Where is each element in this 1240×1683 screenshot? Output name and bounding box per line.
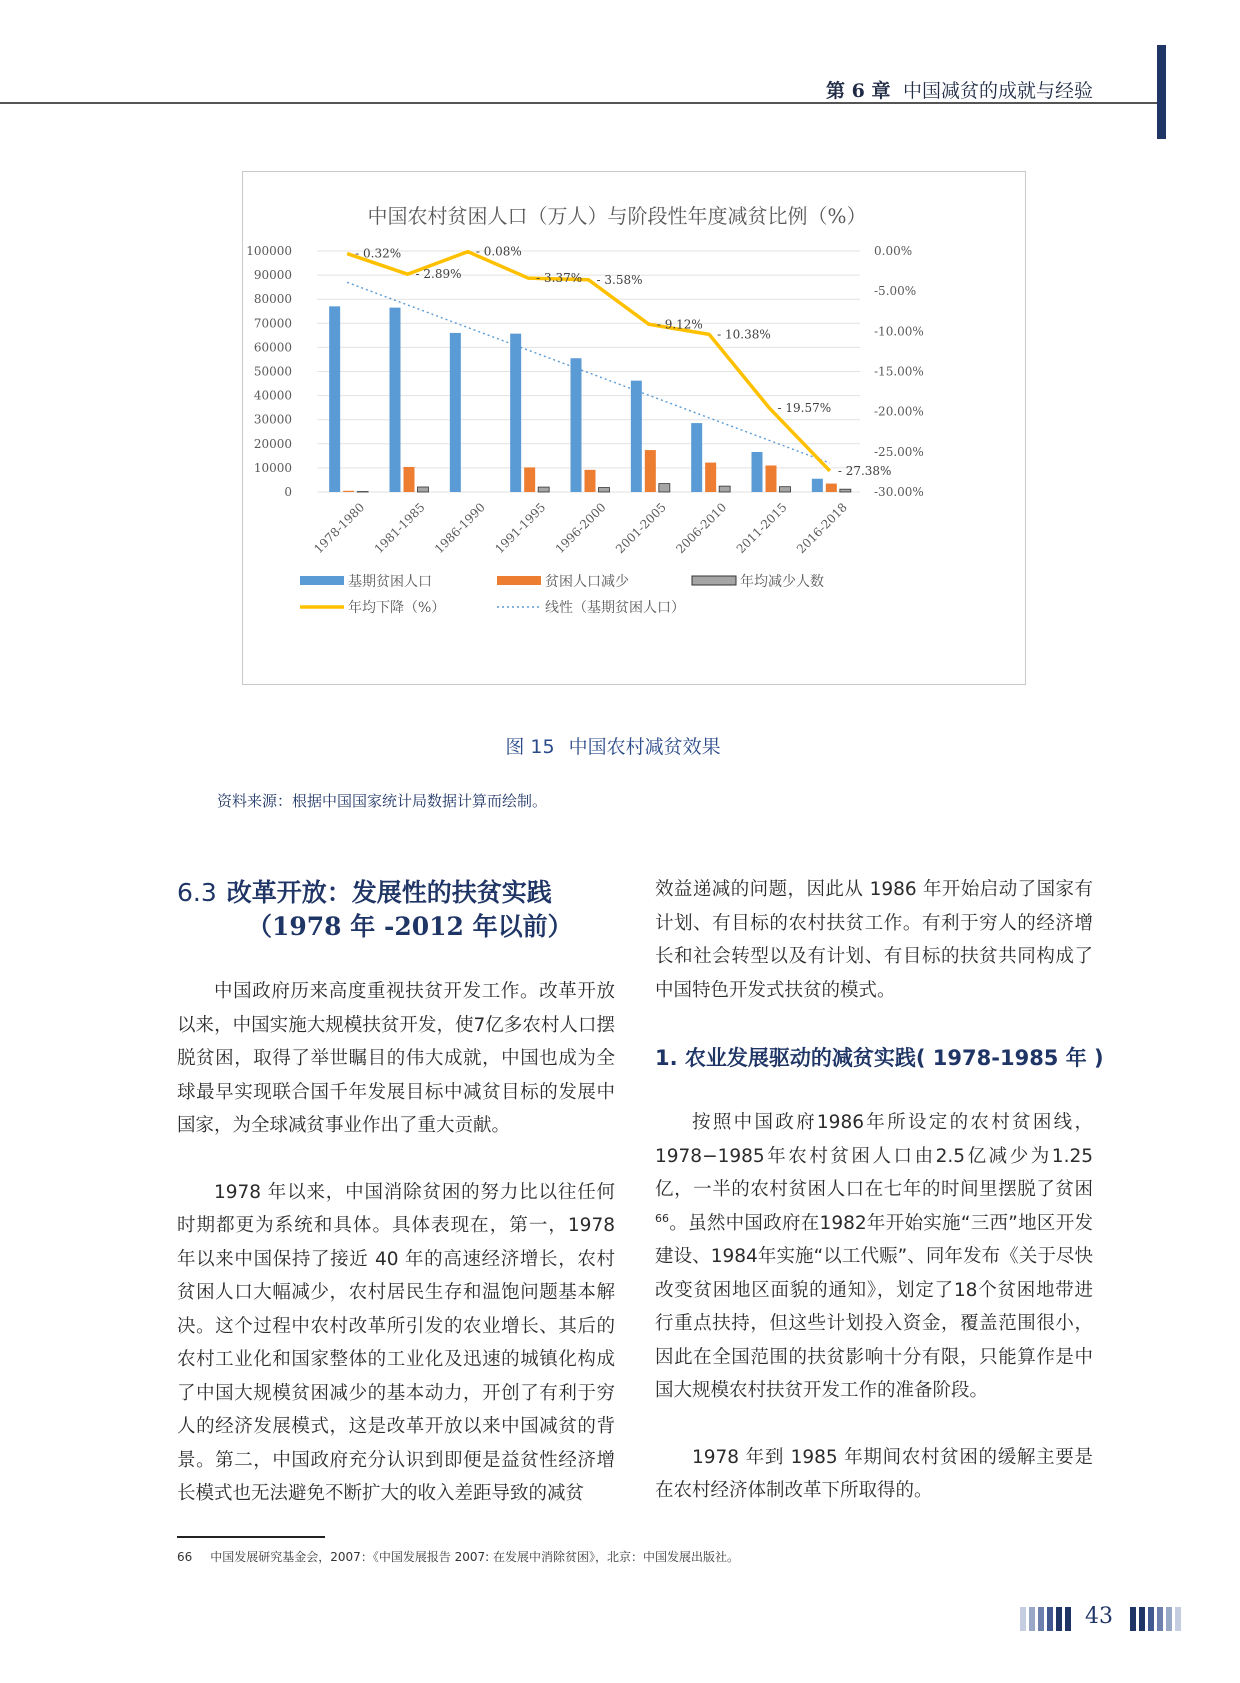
bar [538, 487, 549, 492]
bar [510, 334, 521, 492]
figure-caption [0, 732, 1240, 759]
legend-label: 基期贫困人口 [348, 574, 432, 590]
x-tick-label: 1978-1980 [311, 500, 368, 557]
y-right-tick-label: 0.00% [874, 244, 913, 258]
bar [780, 487, 791, 492]
chapter-title: 中国减贫的成就与经验 [903, 80, 1094, 102]
x-tick-label: 1991-1995 [492, 500, 549, 557]
paragraph: 中国政府历来高度重视扶贫开发工作。改革开放以来，中国实施大规模扶贫开发，使7亿多农村人口摆脱贫困，取得了举世瞩目的伟大成就，中国也成为全球最早实现联合国千年发展目标中减贫目标的发展中国家，为全球减贫事业作出了重大贡献。 [177, 981, 615, 1136]
paragraph: 按照中国政府1986年所设定的农村贫困线，1978−1985年农村贫困人口由2.5亿减少为1.25亿，一半的农村贫困人口在七年的时间里摆脱了贫困$^{66}$。虽然中国政府在1982年开始实施“三西”地区开发建设、1984年实施“以工代赈”、同年发布《关于尽快改变贫困地区面貌的通知》，划定了18个贫困地带进行重点扶持，但这些计划投入资金，覆盖范围很小，因此在全国范围的扶贫影响十分有限，只能算作是中国大规模农村扶贫开发工作的准备阶段。 [655, 1112, 1093, 1401]
page-stripes-right [1130, 1607, 1181, 1631]
bar [719, 486, 730, 492]
right-column [655, 873, 1093, 1007]
section-number: 6.3 [177, 878, 217, 907]
y-left-tick-label: 60000 [253, 340, 292, 355]
page-stripes-left [1020, 1607, 1071, 1631]
data-label: - 10.38% [717, 327, 771, 342]
bar [599, 488, 610, 492]
bar [691, 423, 702, 492]
figure-number: 图 15 [505, 736, 555, 758]
bar [524, 467, 535, 492]
footnote-text: 中国发展研究基金会，2007：《中国发展报告 2007: 在发展中消除贫困》，北京：中国发展出版社。 [210, 1550, 740, 1564]
bar [343, 491, 354, 492]
legend-swatch [300, 576, 344, 585]
bar [329, 306, 340, 492]
y-left-tick-label: 0 [284, 485, 292, 499]
y-right-tick-label: -30.00% [874, 485, 924, 499]
subsection-heading: 1. 农业发展驱动的减贫实践( 1978-1985 年 ) [655, 1046, 1104, 1070]
bar [418, 487, 429, 492]
y-left-tick-label: 20000 [253, 436, 292, 451]
x-tick-label: 2006-2010 [673, 500, 730, 557]
y-left-tick-label: 70000 [253, 316, 292, 331]
bar [645, 450, 656, 492]
legend-label: 线性（基期贫困人口） [545, 600, 685, 616]
bar [705, 463, 716, 492]
x-tick-label: 2016-2018 [793, 500, 850, 557]
y-left-tick-label: 10000 [253, 460, 292, 475]
footnote-ref[interactable]: 66 [655, 1211, 669, 1225]
x-tick-label: 1981-1985 [371, 500, 428, 557]
trend-line [347, 282, 830, 463]
data-label: - 9.12% [656, 317, 703, 332]
legend-label: 贫困人口减少 [545, 574, 629, 590]
footnote [177, 1548, 739, 1565]
header-accent-bar [1157, 45, 1166, 139]
data-label: - 3.37% [536, 271, 583, 286]
chart-title: 中国农村贫困人口（万人）与阶段性年度减贫比例（%） [367, 204, 867, 228]
data-label: - 27.38% [837, 463, 892, 478]
bar [766, 465, 777, 492]
footnote-rule [177, 1536, 325, 1538]
y-right-tick-label: -10.00% [874, 324, 924, 339]
data-label: - 3.58% [596, 272, 643, 287]
page-number: 43 [1085, 1604, 1113, 1629]
figure-source: 资料来源：根据中国国家统计局数据计算而绘制。 [217, 792, 548, 810]
paragraph: 效益递减的问题，因此从 1986 年开始启动了国家有计划、有目标的农村扶贫工作。有利于穷人的经济增长和社会转型以及有计划、有目标的扶贫共同构成了中国特色开发式扶贫的模式。 [655, 879, 1093, 1001]
footnote-number: 66 [177, 1550, 193, 1564]
bar [631, 381, 642, 492]
data-label: - 0.32% [355, 246, 402, 261]
y-right-tick-label: -20.00% [874, 404, 924, 419]
chapter-label: 第 6 章 [826, 80, 891, 102]
x-tick-label: 2011-2015 [733, 500, 790, 557]
bar [826, 484, 837, 492]
right-column-lower [655, 1106, 1093, 1508]
poverty-chart [242, 171, 1026, 685]
paragraph: 1978 年以来，中国消除贫困的努力比以往任何时期都更为系统和具体。具体表现在，第一，1978 年以来中国保持了接近 40 年的高速经济增长，农村贫困人口大幅减少，农村居民生存和温饱问题基本解决。这个过程中农村改革所引发的农业增长、其后的农村工业化和国家整体的工业化及迅速的城镇化构成了中国大规模贫困减少的基本动力，开创了有利于穷人的经济发展模式，这是改革开放以来中国减贫的背景。第二，中国政府充分认识到即便是益贫性经济增长模式也无法避免不断扩大的收入差距导致的减贫 [177, 1181, 615, 1504]
section-heading [177, 876, 627, 944]
bar [840, 489, 851, 492]
bar [659, 484, 670, 492]
x-tick-label: 2001-2005 [612, 500, 669, 557]
y-left-tick-label: 40000 [253, 388, 292, 403]
y-right-tick-label: -5.00% [874, 284, 917, 299]
section-title-line2: （1978 年 -2012 年以前） [247, 912, 573, 941]
legend-swatch [497, 576, 541, 585]
bar [450, 333, 461, 492]
left-column [177, 975, 615, 1511]
data-label: - 0.08% [475, 244, 522, 259]
x-tick-label: 1996-2000 [552, 500, 609, 557]
legend-label: 年均减少人数 [740, 574, 824, 590]
decline-line [347, 252, 830, 471]
y-right-tick-label: -15.00% [874, 364, 924, 379]
legend-label: 年均下降（%） [348, 600, 446, 616]
y-left-tick-label: 80000 [253, 292, 292, 307]
bar [571, 358, 582, 492]
legend-swatch [692, 576, 736, 585]
y-left-tick-label: 100000 [246, 244, 292, 258]
bar [752, 452, 763, 492]
figure-caption-text: 中国农村减贫效果 [568, 736, 721, 758]
y-right-tick-label: -25.00% [874, 444, 924, 459]
data-label: - 19.57% [777, 401, 832, 416]
y-left-tick-label: 50000 [253, 364, 292, 379]
y-left-tick-label: 90000 [253, 268, 292, 283]
bar [812, 479, 823, 492]
bar [585, 470, 596, 492]
section-title-line1: 改革开放：发展性的扶贫实践 [226, 878, 552, 907]
bar [404, 467, 415, 492]
data-label: - 2.89% [415, 267, 462, 282]
x-tick-label: 1986-1990 [431, 500, 488, 557]
bar [390, 308, 401, 492]
y-left-tick-label: 30000 [253, 412, 292, 427]
paragraph: 1978 年到 1985 年期间农村贫困的缓解主要是在农村经济体制改革下所取得的。 [655, 1446, 1093, 1501]
